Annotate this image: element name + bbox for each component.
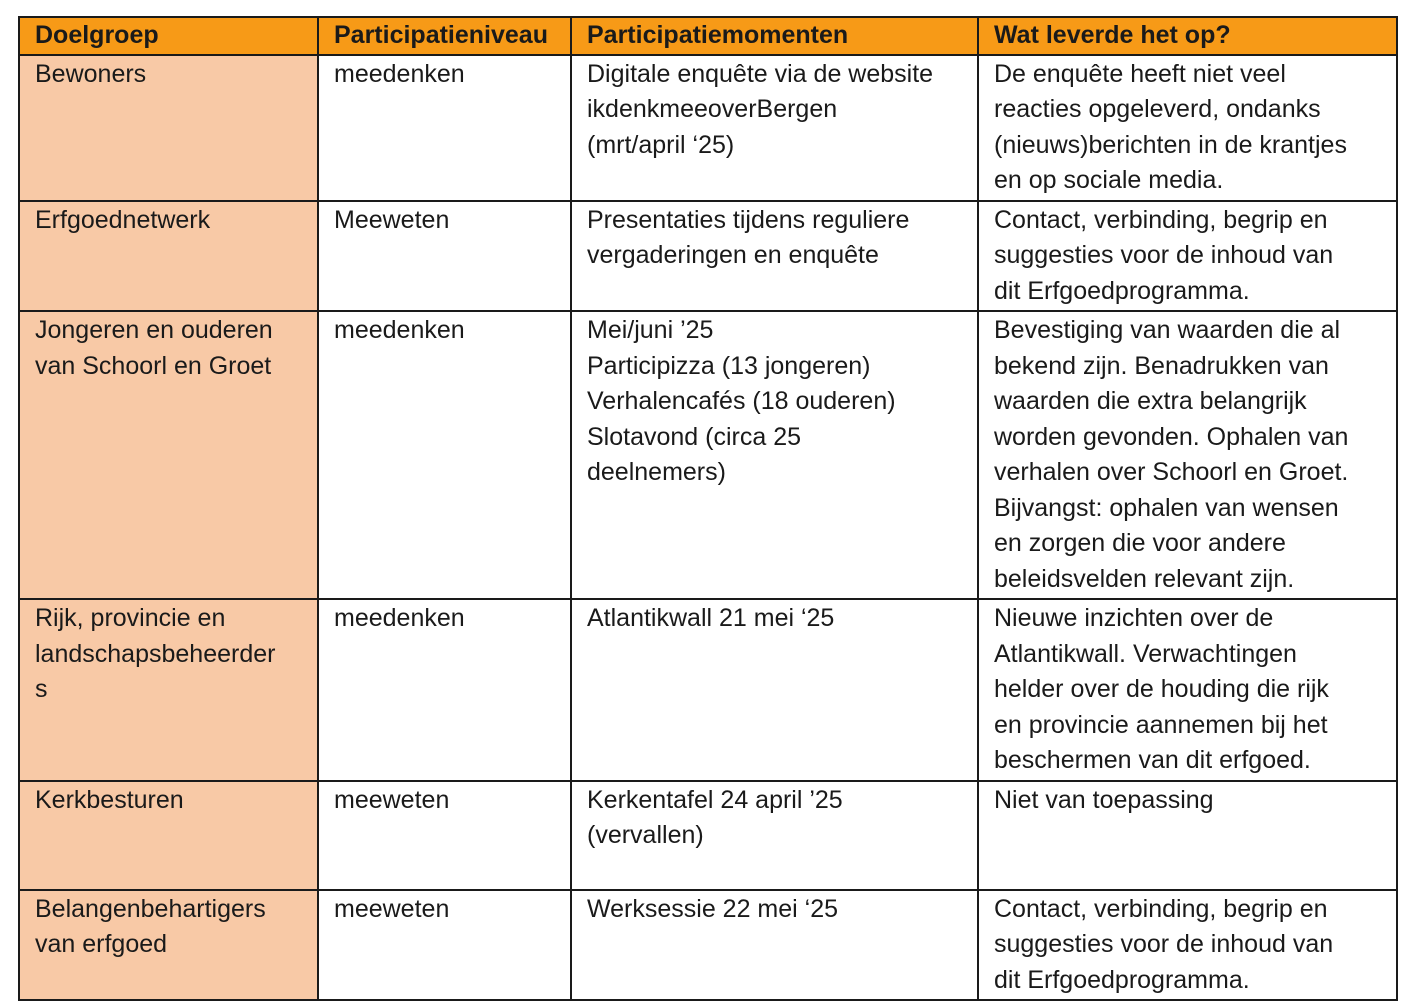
cell-participatiemomenten: Atlantikwall 21 mei ‘25 (571, 599, 978, 781)
cell-doelgroep: Belangenbehartigers van erfgoed (19, 890, 318, 1001)
header-participatieniveau: Participatieniveau (318, 17, 571, 55)
cell-participatieniveau: meedenken (318, 55, 571, 201)
cell-participatieniveau: meeweten (318, 890, 571, 1001)
cell-participatiemomenten: Kerkentafel 24 april ’25 (vervallen) (571, 781, 978, 890)
cell-doelgroep: Rijk, provincie en landschapsbeheerder s (19, 599, 318, 781)
cell-doelgroep: Kerkbesturen (19, 781, 318, 890)
cell-opbrengst: Nieuwe inzichten over de Atlantikwall. Verwachtingen helder over de houding die rijk en provincie aannemen bij het beschermen van dit erfgoed. (978, 599, 1397, 781)
header-participatiemomenten: Participatiemomenten (571, 17, 978, 55)
participation-table (18, 16, 1398, 1001)
cell-doelgroep: Bewoners (19, 55, 318, 201)
cell-participatieniveau: Meeweten (318, 201, 571, 312)
cell-doelgroep: Erfgoednetwerk (19, 201, 318, 312)
participation-table-container (18, 16, 1396, 1001)
cell-opbrengst: Contact, verbinding, begrip en suggesties voor de inhoud van dit Erfgoedprogramma. (978, 890, 1397, 1001)
cell-opbrengst: De enquête heeft niet veel reacties opgeleverd, ondanks (nieuws)berichten in de krantjes en op sociale media. (978, 55, 1397, 201)
cell-participatiemomenten: Werksessie 22 mei ‘25 (571, 890, 978, 1001)
table-row (19, 890, 1397, 1001)
table-row (19, 311, 1397, 599)
cell-participatieniveau: meedenken (318, 599, 571, 781)
header-opbrengst: Wat leverde het op? (978, 17, 1397, 55)
cell-participatiemomenten: Mei/juni ’25 Participizza (13 jongeren) Verhalencafés (18 ouderen) Slotavond (circa 25 deelnemers) (571, 311, 978, 599)
cell-opbrengst: Contact, verbinding, begrip en suggesties voor de inhoud van dit Erfgoedprogramma. (978, 201, 1397, 312)
table-header-row (19, 17, 1397, 55)
table-row (19, 55, 1397, 201)
cell-opbrengst: Niet van toepassing (978, 781, 1397, 890)
cell-participatiemomenten: Presentaties tijdens reguliere vergaderingen en enquête (571, 201, 978, 312)
table-row (19, 599, 1397, 781)
header-doelgroep: Doelgroep (19, 17, 318, 55)
cell-participatieniveau: meeweten (318, 781, 571, 890)
table-row (19, 781, 1397, 890)
cell-doelgroep: Jongeren en ouderen van Schoorl en Groet (19, 311, 318, 599)
cell-opbrengst: Bevestiging van waarden die al bekend zijn. Benadrukken van waarden die extra belangrijk worden gevonden. Ophalen van verhalen over Schoorl en Groet. Bijvangst: ophalen van wensen en zorgen die voor andere beleidsvelden relevant zijn. (978, 311, 1397, 599)
cell-participatiemomenten: Digitale enquête via de website ikdenkmeeoverBergen (mrt/april ‘25) (571, 55, 978, 201)
table-row (19, 201, 1397, 312)
cell-participatieniveau: meedenken (318, 311, 571, 599)
